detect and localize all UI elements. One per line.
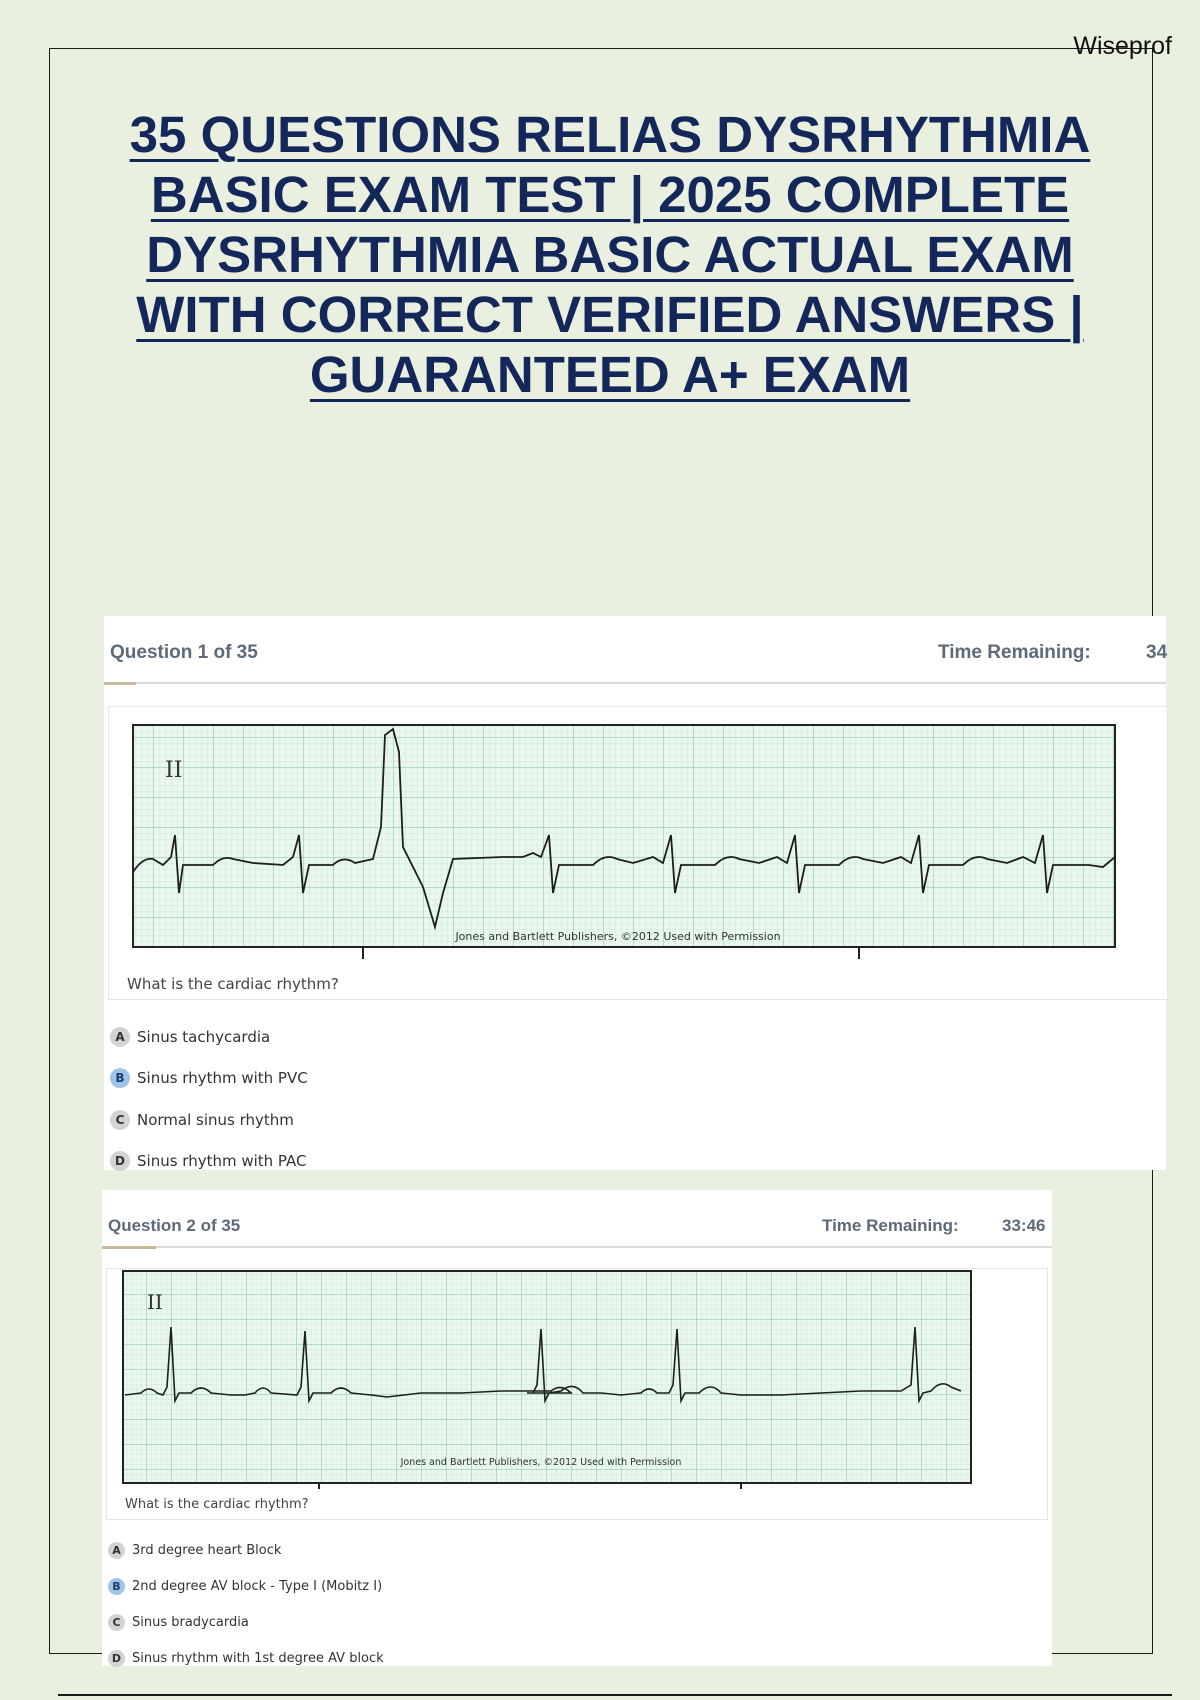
header-divider (102, 1246, 1052, 1248)
option-text: Sinus rhythm with 1st degree AV block (132, 1650, 384, 1666)
option-text: Sinus tachycardia (137, 1027, 271, 1046)
question-header (106, 1202, 1052, 1235)
question-card-2 (102, 1190, 1052, 1666)
answer-option-c[interactable] (110, 1099, 308, 1141)
answer-option-d[interactable] (110, 1141, 308, 1183)
time-remaining-label: Time Remaining: (822, 1216, 959, 1235)
option-letter: D (110, 1151, 130, 1171)
time-remaining-label: Time Remaining: (938, 642, 1091, 663)
question-prompt: What is the cardiac rhythm? (125, 1497, 309, 1512)
time-remaining-value: 34 (1146, 642, 1168, 663)
ecg-strip (123, 707, 1123, 969)
lead-label: II (147, 1290, 163, 1314)
question-card-1 (104, 616, 1166, 1170)
title-line: 35 QUESTIONS RELIAS DYSRHYTHMIA (129, 106, 1091, 163)
answer-options (108, 1532, 384, 1676)
question-header (108, 628, 1168, 663)
lead-label: II (165, 758, 183, 783)
option-text: Sinus rhythm with PVC (137, 1069, 308, 1088)
option-text: Sinus rhythm with PAC (137, 1152, 307, 1171)
answer-option-a[interactable] (108, 1532, 384, 1568)
title-line: WITH CORRECT VERIFIED ANSWERS | (136, 286, 1084, 343)
answer-option-d[interactable] (108, 1640, 384, 1676)
option-text: 2nd degree AV block - Type I (Mobitz I) (132, 1578, 383, 1594)
question-prompt: What is the cardiac rhythm? (127, 975, 339, 993)
bottom-divider (58, 1694, 1172, 1696)
option-text: 3rd degree heart Block (132, 1542, 282, 1558)
time-remaining-value: 33:46 (1002, 1216, 1046, 1235)
question-number: Question 1 of 35 (110, 642, 258, 663)
question-number: Question 2 of 35 (108, 1216, 241, 1235)
progress-indicator (102, 1246, 156, 1249)
ecg-panel (106, 1268, 1048, 1520)
title-line: BASIC EXAM TEST | 2025 COMPLETE (150, 166, 1070, 223)
answer-option-c[interactable] (108, 1604, 384, 1640)
answer-option-b[interactable] (110, 1058, 308, 1100)
option-letter-selected: B (108, 1578, 125, 1595)
title-line: DYSRHYTHMIA BASIC ACTUAL EXAM (146, 226, 1074, 283)
ecg-panel (108, 706, 1168, 1000)
header-divider (104, 682, 1166, 684)
option-letter: A (108, 1542, 125, 1559)
option-letter: D (108, 1650, 125, 1667)
document-title (110, 105, 1110, 405)
option-text: Sinus bradycardia (132, 1614, 249, 1630)
answer-option-b[interactable] (108, 1568, 384, 1604)
image-credit: Jones and Bartlett Publishers, ©2012 Used with Permission (455, 930, 781, 943)
progress-indicator (104, 682, 136, 685)
option-letter: A (110, 1027, 130, 1047)
answer-options (110, 1016, 308, 1182)
image-credit: Jones and Bartlett Publishers, ©2012 Used with Permission (400, 1457, 682, 1468)
option-letter: C (110, 1110, 130, 1130)
option-letter: C (108, 1614, 125, 1631)
ecg-strip (121, 1269, 1001, 1489)
option-letter-selected: B (110, 1068, 130, 1088)
option-text: Normal sinus rhythm (137, 1110, 294, 1129)
title-line: GUARANTEED A+ EXAM (309, 346, 911, 403)
watermark: Wiseprof (1073, 32, 1172, 60)
answer-option-a[interactable] (110, 1016, 308, 1058)
